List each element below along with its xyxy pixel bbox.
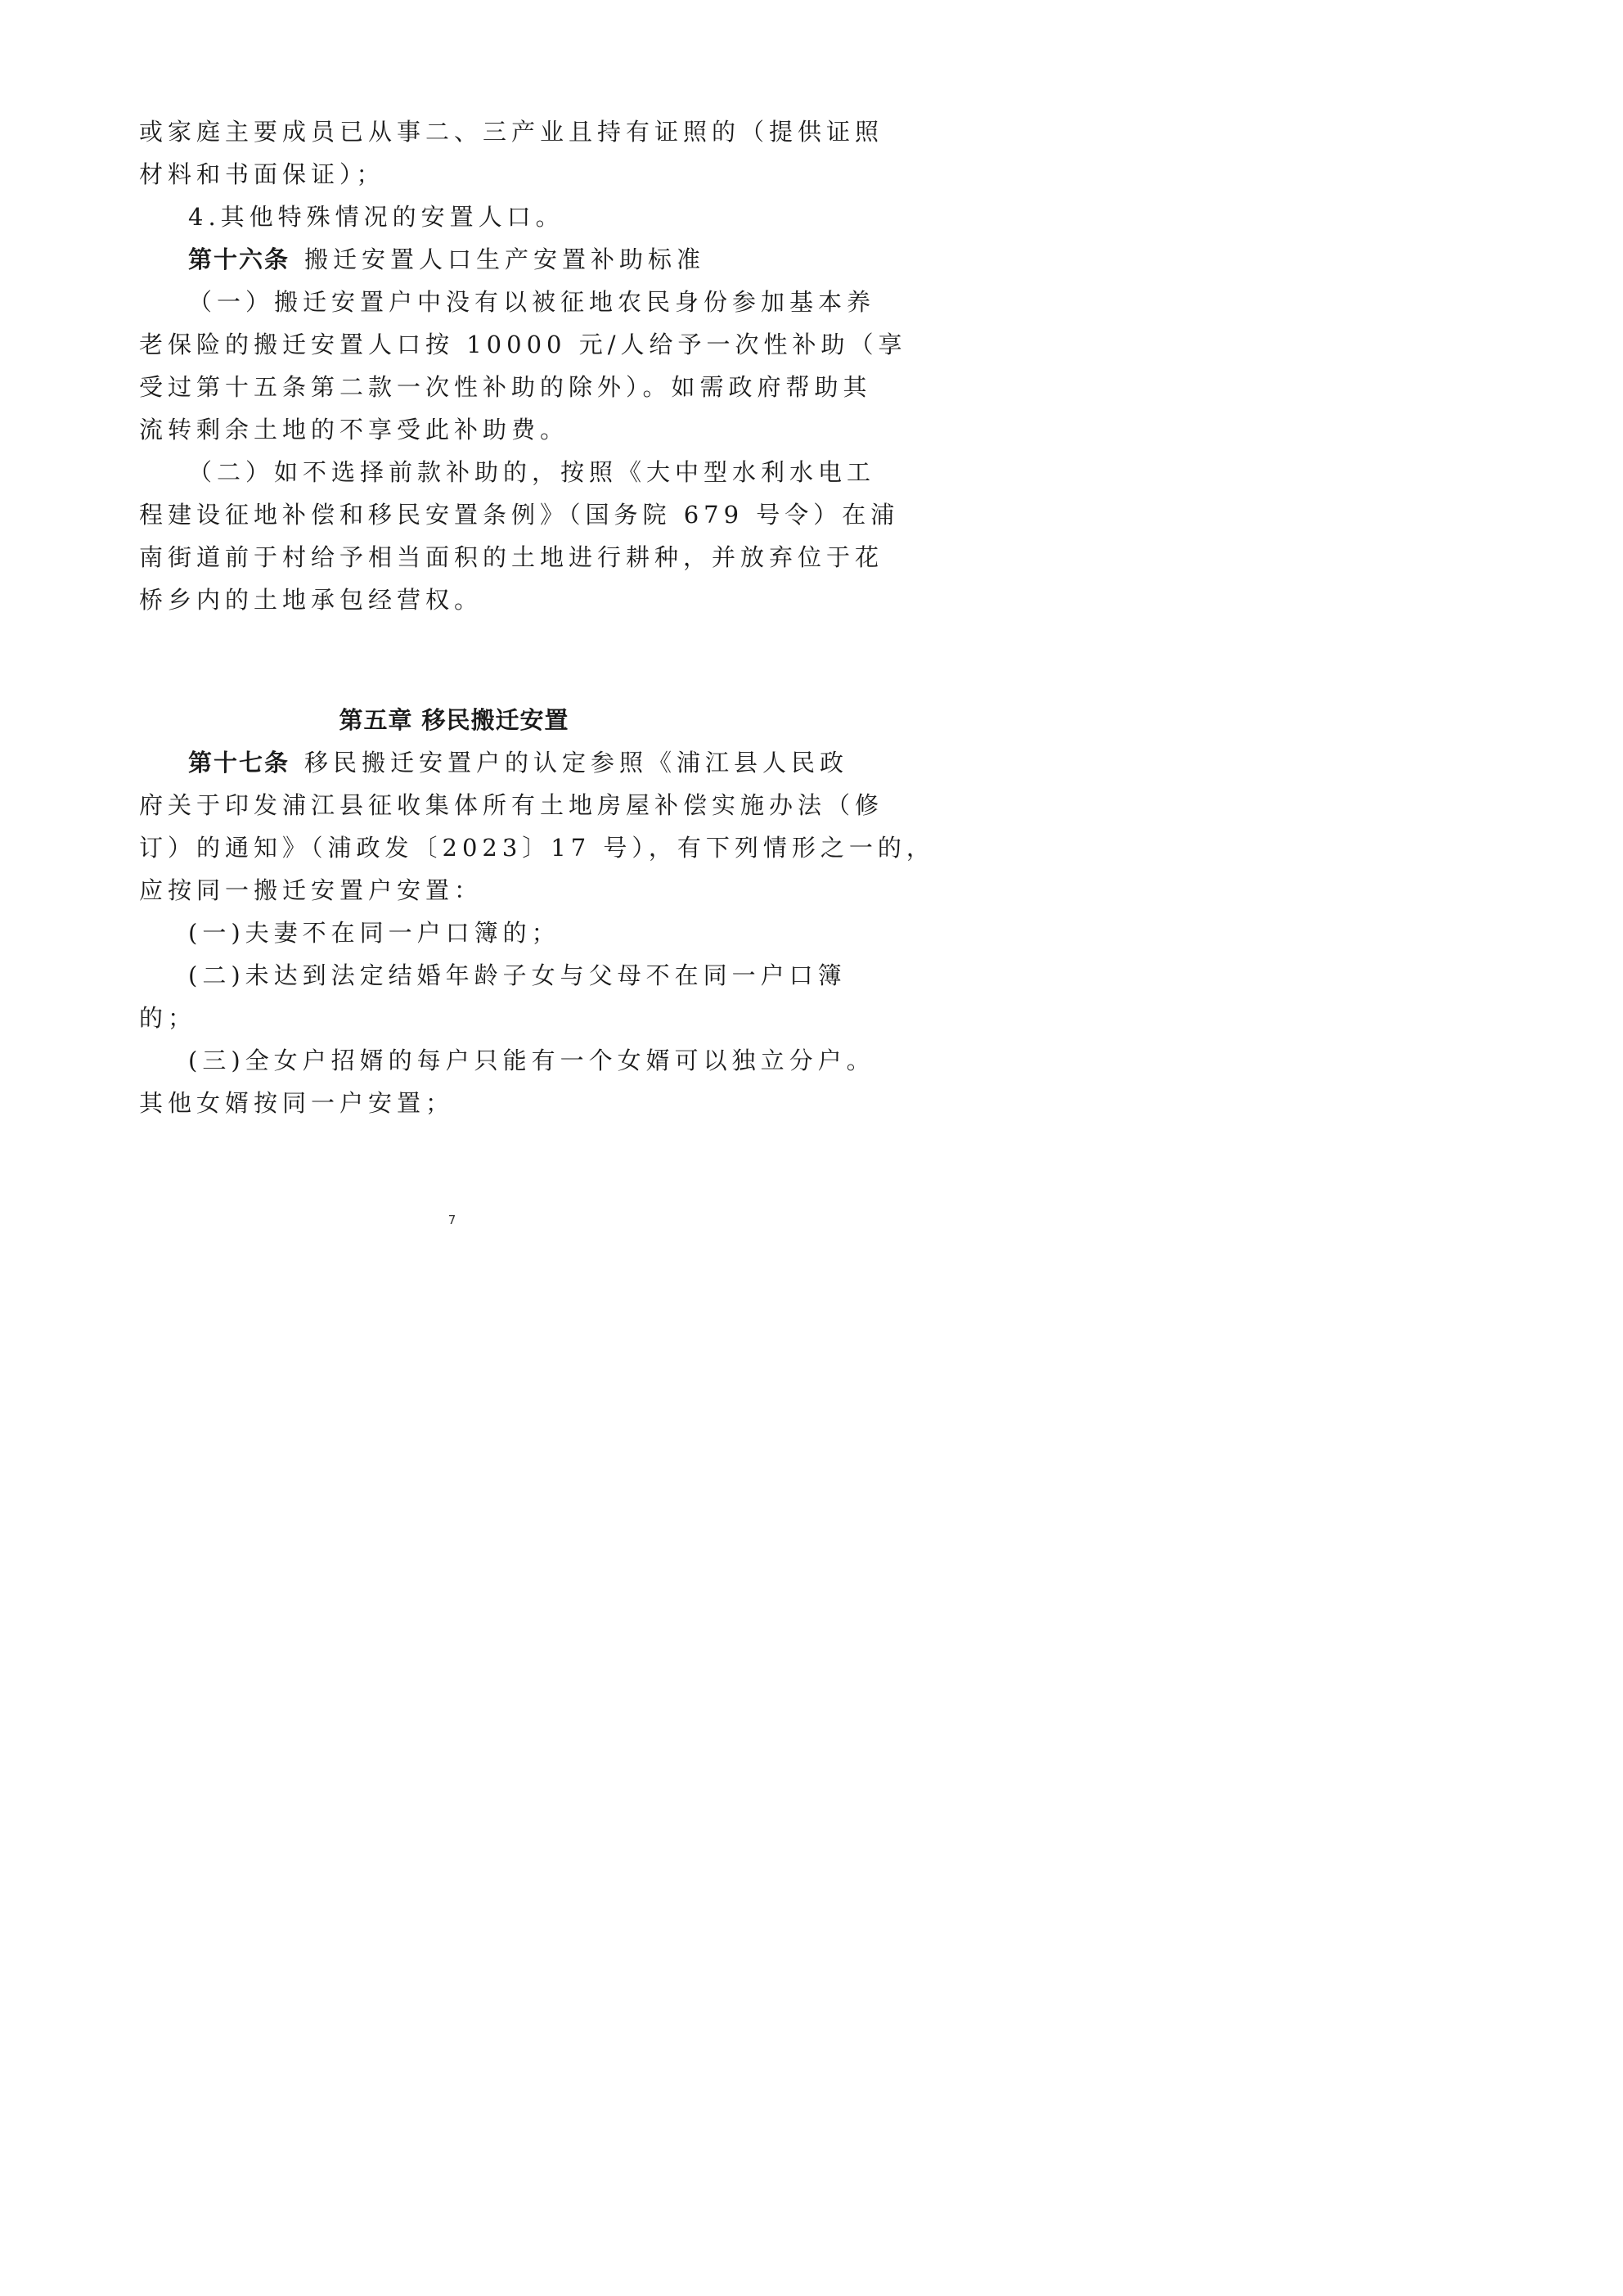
body-line: 桥乡内的土地承包经营权。 <box>139 586 483 614</box>
body-line: 材料和书面保证）； <box>139 160 385 188</box>
spacer <box>139 621 769 699</box>
body-line: 其他女婿按同一户安置； <box>139 1089 455 1117</box>
body-line: 订）的通知》（浦政发〔2023〕17 号），有下列情形之一的， <box>139 834 935 862</box>
body-line: 府关于印发浦江县征收集体所有土地房屋补偿实施办法（修 <box>139 791 884 819</box>
page-number: 7 <box>447 1213 456 1227</box>
article-label: 第十七条 <box>188 749 290 777</box>
body-line: 受过第十五条第二款一次性补助的除外）。如需政府帮助其 <box>139 373 872 401</box>
article-title: 搬迁安置人口生产安置补助标准 <box>304 245 706 273</box>
article-16 <box>139 238 769 281</box>
body-line: (二)未达到法定结婚年龄子女与父母不在同一户口簿 <box>188 961 847 989</box>
body-line: 流转剩余土地的不享受此补助费。 <box>139 416 569 443</box>
body-line: (三)全女户招婿的每户只能有一个女婿可以独立分户。 <box>188 1047 875 1074</box>
body-line: (一)夫妻不在同一户口簿的； <box>188 919 560 947</box>
body-line: 或家庭主要成员已从事二、三产业且持有证照的（提供证照 <box>139 118 884 146</box>
article-label: 第十六条 <box>188 245 290 273</box>
body-line: 南街道前于村给予相当面积的土地进行耕种，并放弃位于花 <box>139 543 884 571</box>
article-17 <box>139 741 849 784</box>
body-line: 应按同一搬迁安置户安置： <box>139 876 483 904</box>
chapter-heading: 第五章 移民搬迁安置 <box>339 706 569 734</box>
article-text: 移民搬迁安置户的认定参照《浦江县人民政 <box>304 749 849 777</box>
body-line: 老保险的搬迁安置人口按 10000 元/人给予一次性补助（享 <box>139 331 907 358</box>
document-page <box>0 0 935 1279</box>
body-line: 程建设征地补偿和移民安置条例》（国务院 679 号令）在浦 <box>139 501 900 529</box>
body-line: 4.其他特殊情况的安置人口。 <box>188 203 564 231</box>
page-body <box>139 110 935 1124</box>
body-line: 的； <box>139 1004 197 1032</box>
body-line: （一）搬迁安置户中没有以被征地农民身份参加基本养 <box>188 288 876 316</box>
body-line: （二）如不选择前款补助的，按照《大中型水利水电工 <box>188 458 876 486</box>
